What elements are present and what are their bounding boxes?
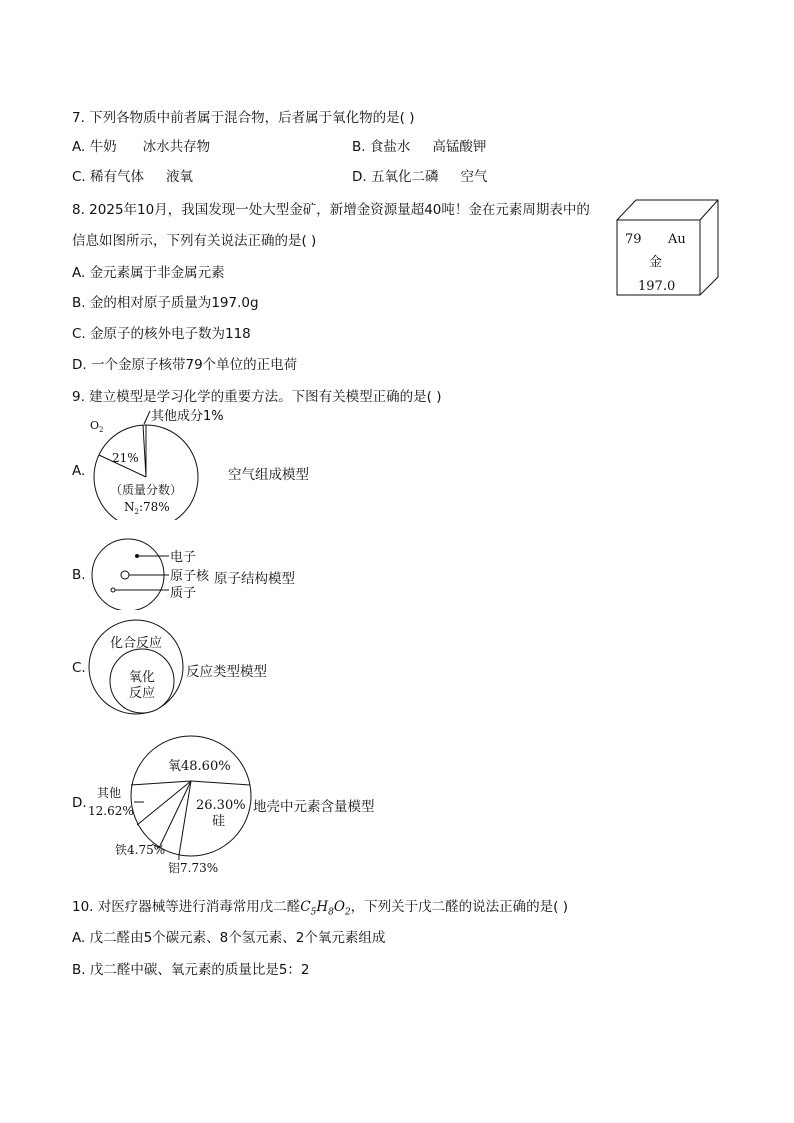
q7-stem: 7. 下列各物质中前者属于混合物，后者属于氧化物的是( )	[72, 110, 415, 126]
q10-stem	[72, 895, 568, 918]
option-value: 液氧	[166, 169, 194, 185]
n2-label: $N_2:78\%$	[124, 500, 170, 516]
electron-label: 电子	[170, 550, 197, 565]
element-symbol: Au	[668, 232, 686, 247]
q8-stem-line1: 8. 2025年10月，我国发现一处大型金矿，新增金资源量超40吨！金在元素周期表中的	[72, 202, 590, 218]
option-label: B. 食盐水	[352, 139, 411, 155]
q7-option-d	[352, 165, 487, 185]
q10-stem-prefix: 10. 对医疗器械等进行消毒常用戊二醛	[72, 899, 301, 915]
q9-c-caption: 反应类型模型	[186, 664, 267, 680]
glutaraldehyde-formula: $C_5H_8O_2$	[300, 899, 351, 918]
q9-stem: 9. 建立模型是学习化学的重要方法。下图有关模型正确的是( )	[72, 389, 442, 405]
q7-option-a	[72, 135, 210, 155]
q8-option-a: A. 金元素属于非金属元素	[72, 265, 225, 281]
q9-d-label: D.	[72, 795, 87, 811]
oxygen-label: 氧48.60%	[168, 759, 231, 774]
aluminum-label: 铝7.73%	[168, 861, 219, 875]
q8-option-b: B. 金的相对原子质量为197.0g	[72, 295, 259, 311]
q9-c-label: C.	[72, 660, 86, 676]
q10-option-b: B. 戊二醛中碳、氧元素的质量比是5：2	[72, 962, 310, 978]
q7-option-c	[72, 165, 193, 185]
oxidation-label-1: 氧化	[129, 670, 156, 685]
option-value: 空气	[460, 169, 488, 185]
q9-a-caption: 空气组成模型	[228, 467, 309, 483]
q9-b-caption: 原子结构模型	[214, 571, 295, 587]
q10-option-a: A. 戊二醛由5个碳元素、8个氢元素、2个氧元素组成	[72, 930, 386, 946]
o2-label: $O_2$	[90, 419, 104, 434]
q9-d-caption: 地壳中元素含量模型	[253, 799, 375, 815]
reaction-type-diagram	[88, 619, 188, 719]
o2-percent: 21%	[112, 451, 139, 465]
proton-label: 质子	[170, 586, 197, 601]
q9-b-label: B.	[72, 567, 86, 583]
q10-stem-suffix: ，下列关于戊二醛的说法正确的是( )	[350, 899, 568, 915]
nucleus-label: 原子核	[170, 569, 210, 584]
q7-option-b	[352, 135, 486, 155]
q8-option-d: D. 一个金原子核带79个单位的正电荷	[72, 357, 298, 373]
silicon-label: 硅	[212, 814, 226, 829]
option-label: D. 五氧化二磷	[352, 169, 439, 185]
q8-option-c: C. 金原子的核外电子数为118	[72, 326, 251, 342]
element-atomic-number: 79	[625, 232, 642, 247]
crust-element-pie	[84, 726, 254, 878]
element-mass: 197.0	[638, 279, 676, 294]
silicon-percent: 26.30%	[196, 798, 246, 813]
element-card-figure	[612, 195, 724, 299]
combination-reaction-label: 化合反应	[110, 636, 163, 651]
mass-fraction-note: （质量分数）	[110, 483, 183, 497]
other-percent: 12.62%	[88, 804, 134, 818]
option-label: A. 牛奶	[72, 139, 117, 155]
other-label: 其他	[97, 786, 122, 800]
q9-a-label: A.	[72, 463, 86, 479]
option-label: C. 稀有气体	[72, 169, 145, 185]
air-composition-pie	[84, 405, 234, 520]
q8-stem-line2: 信息如图所示，下列有关说法正确的是( )	[72, 233, 317, 249]
atom-structure-diagram	[86, 538, 216, 610]
option-value: 高锰酸钾	[432, 139, 487, 155]
option-value: 冰水共存物	[142, 139, 211, 155]
element-name: 金	[649, 255, 663, 270]
iron-label: 铁4.75%	[115, 843, 166, 857]
oxidation-label-2: 反应	[129, 686, 156, 701]
other-components: 其他成分1%	[151, 409, 224, 424]
